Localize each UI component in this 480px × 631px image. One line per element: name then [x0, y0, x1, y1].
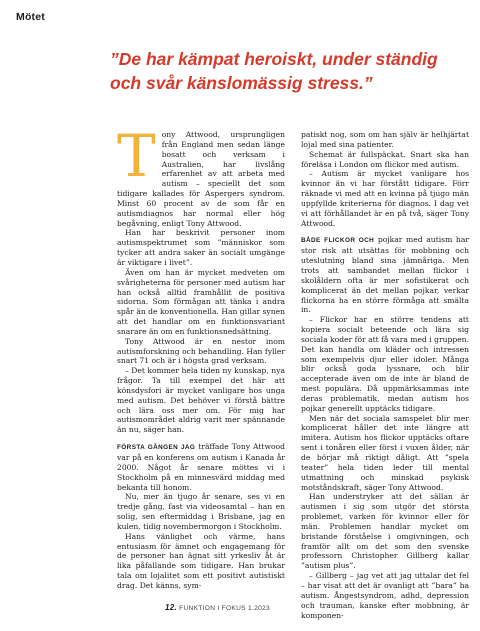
article-paragraph: [117, 442, 285, 492]
publication-name: FUNKTION I FOKUS 1.2023: [179, 605, 270, 612]
drop-cap: T: [117, 122, 156, 190]
article-paragraph: – Autism är mycket vanligare hos kvinnor än vi har förstått tidigare. Förr räknade vi med att en kvinna på tjugo män uppfyllde kriterierna för diagnos. I dag vet vi att förhållandet är en på två, säger Tony Attwood.: [301, 169, 469, 228]
article-paragraph: Även om han är mycket medveten om svårigheterna för personer med autism har han också alltid framhållit de positiva sidorna. Som förmågan att tänka i andra spår än de konventionella. Han gillar synen att det handlar om en funktionsvariant snarare än om en funktionsnedsättning.: [117, 267, 285, 336]
article-paragraph: Han har beskrivit personer inom autismspektrumet som ”människor som tycker att andra saker än socialt umgänge är viktigare i livet”.: [117, 228, 285, 267]
section-label: Mötet: [16, 11, 45, 23]
lead-in: BÅDE FLICKOR OCH: [301, 237, 375, 245]
pull-quote-line-1: ”De har kämpat heroiskt, under ständig: [110, 49, 438, 69]
pull-quote: [110, 47, 440, 95]
article-paragraph: [301, 235, 469, 315]
pull-quote-line-2: och svår känslomässig stress.”: [110, 73, 373, 93]
article-paragraph: Hans vänlighet och värme, hans entusiasm för ämnet och engagemang för de personer han ägnat sitt yrkesliv åt är lika påfallande som tidigare. Han brukar tala om lojalitet som ett positivt autistiskt drag. Det känns, sym-: [117, 531, 285, 590]
article-paragraph: patiskt nog, som om han själv är helhjärtat lojal med sina patienter.: [301, 130, 469, 149]
article-paragraph: Schemat är fullspäckat. Snart ska han föreläsa i London om flickor med autism.: [301, 149, 469, 169]
page-number: 12.: [165, 603, 178, 612]
article-paragraph: – Gillberg – jag vet att jag uttalar det fel – har visat att det är ovanligt att ”bara” ha autism. Ångestsyndrom, adhd, depression och trauman, kanske efter mobbning, är komponen-: [301, 571, 469, 620]
article-paragraph: – Flickor har en större tendens att kopiera socialt beteende och lära sig sociala koder för att få vara med i gruppen. Det kan handla om kläder och intressen som exempelvis djur eller idoler. Många blir också goda lyssnare, och blir accepterade även om de inte är bland de mest populära. Då uppmärksammas inte deras problematik, medan autism hos pojkar generellt upptäcks tidigare.: [301, 315, 469, 413]
article-paragraph: [117, 122, 285, 228]
paragraph-text: ony Attwood, ursprungligen från England men sedan länge bosatt och verksam i Australien, har livslång erfarenhet av att arbeta med autism – speciellt det som tidigare kallades för Aspergers syndrom. Minst 60 procent av de som får en autismdiagnos har normal eller hög begåvning, enligt Tony Attwood.: [117, 130, 285, 228]
article-paragraph: Men när det sociala samspelet blir mer komplicerat håller det inte längre att imitera. Autism hos flickor upptäcks oftare sent i tonåren eller först i vuxen ålder, när de börjar må riktigt dåligt. Att ”spela teater” hela tiden leder till mental utmattning och minskad psykisk motståndskraft, säger Tony Attwood.: [301, 413, 469, 492]
article-paragraph: Tony Attwood är en nestor inom autismforskning och behandling. Han fyller snart 71 och är i högsta grad verksam.: [117, 336, 285, 366]
article-column-left: [117, 122, 285, 591]
article-paragraph: Nu, mer än tjugo år senare, ses vi en tredje gång, fast via videosamtal – han en solig, sen eftermiddag i Brisbane, jag en kulen, tidig novembermorgon i Stockholm.: [117, 492, 285, 531]
page-footer: [165, 603, 270, 612]
article-paragraph: – Det kommer hela tiden ny kunskap, nya frågor. Ta till exempel det här att könsdysfori är mycket vanligare hos unga med autism. Det behöver vi förstå bättre och lära oss mer om. För mig har autismområdet aldrig varit mer spännande än nu, säger han.: [117, 366, 285, 435]
article-paragraph: Han understryker att det sällan är autismen i sig som utgör det största problemet, varken för kvinnor eller för män. Problemen handlar mycket om bristande förståelse i omgivningen, och framför allt om det som den svenske professorn Christopher Gillberg kallar ”autism plus”.: [301, 492, 469, 571]
paragraph-text: träffade Tony Attwood var på en konferens om autism i Kanada år 2000. Något år senare möttes vi i Stockholm på en minnesvärd middag med bekanta till honom.: [117, 442, 285, 492]
paragraph-text: pojkar med autism har stor risk att utsättas för mobbning och uteslutning bland sina jämnåriga. Men trots att sambandet mellan flickor i skolåldern ofta är mer sofistikerat och komplicerat än det mellan pojkar, verkar flickorna ha en större förmåga att smälta in.: [301, 235, 469, 315]
article-column-right: [301, 130, 469, 620]
lead-in: FÖRSTA GÅNGEN JAG: [117, 444, 196, 452]
